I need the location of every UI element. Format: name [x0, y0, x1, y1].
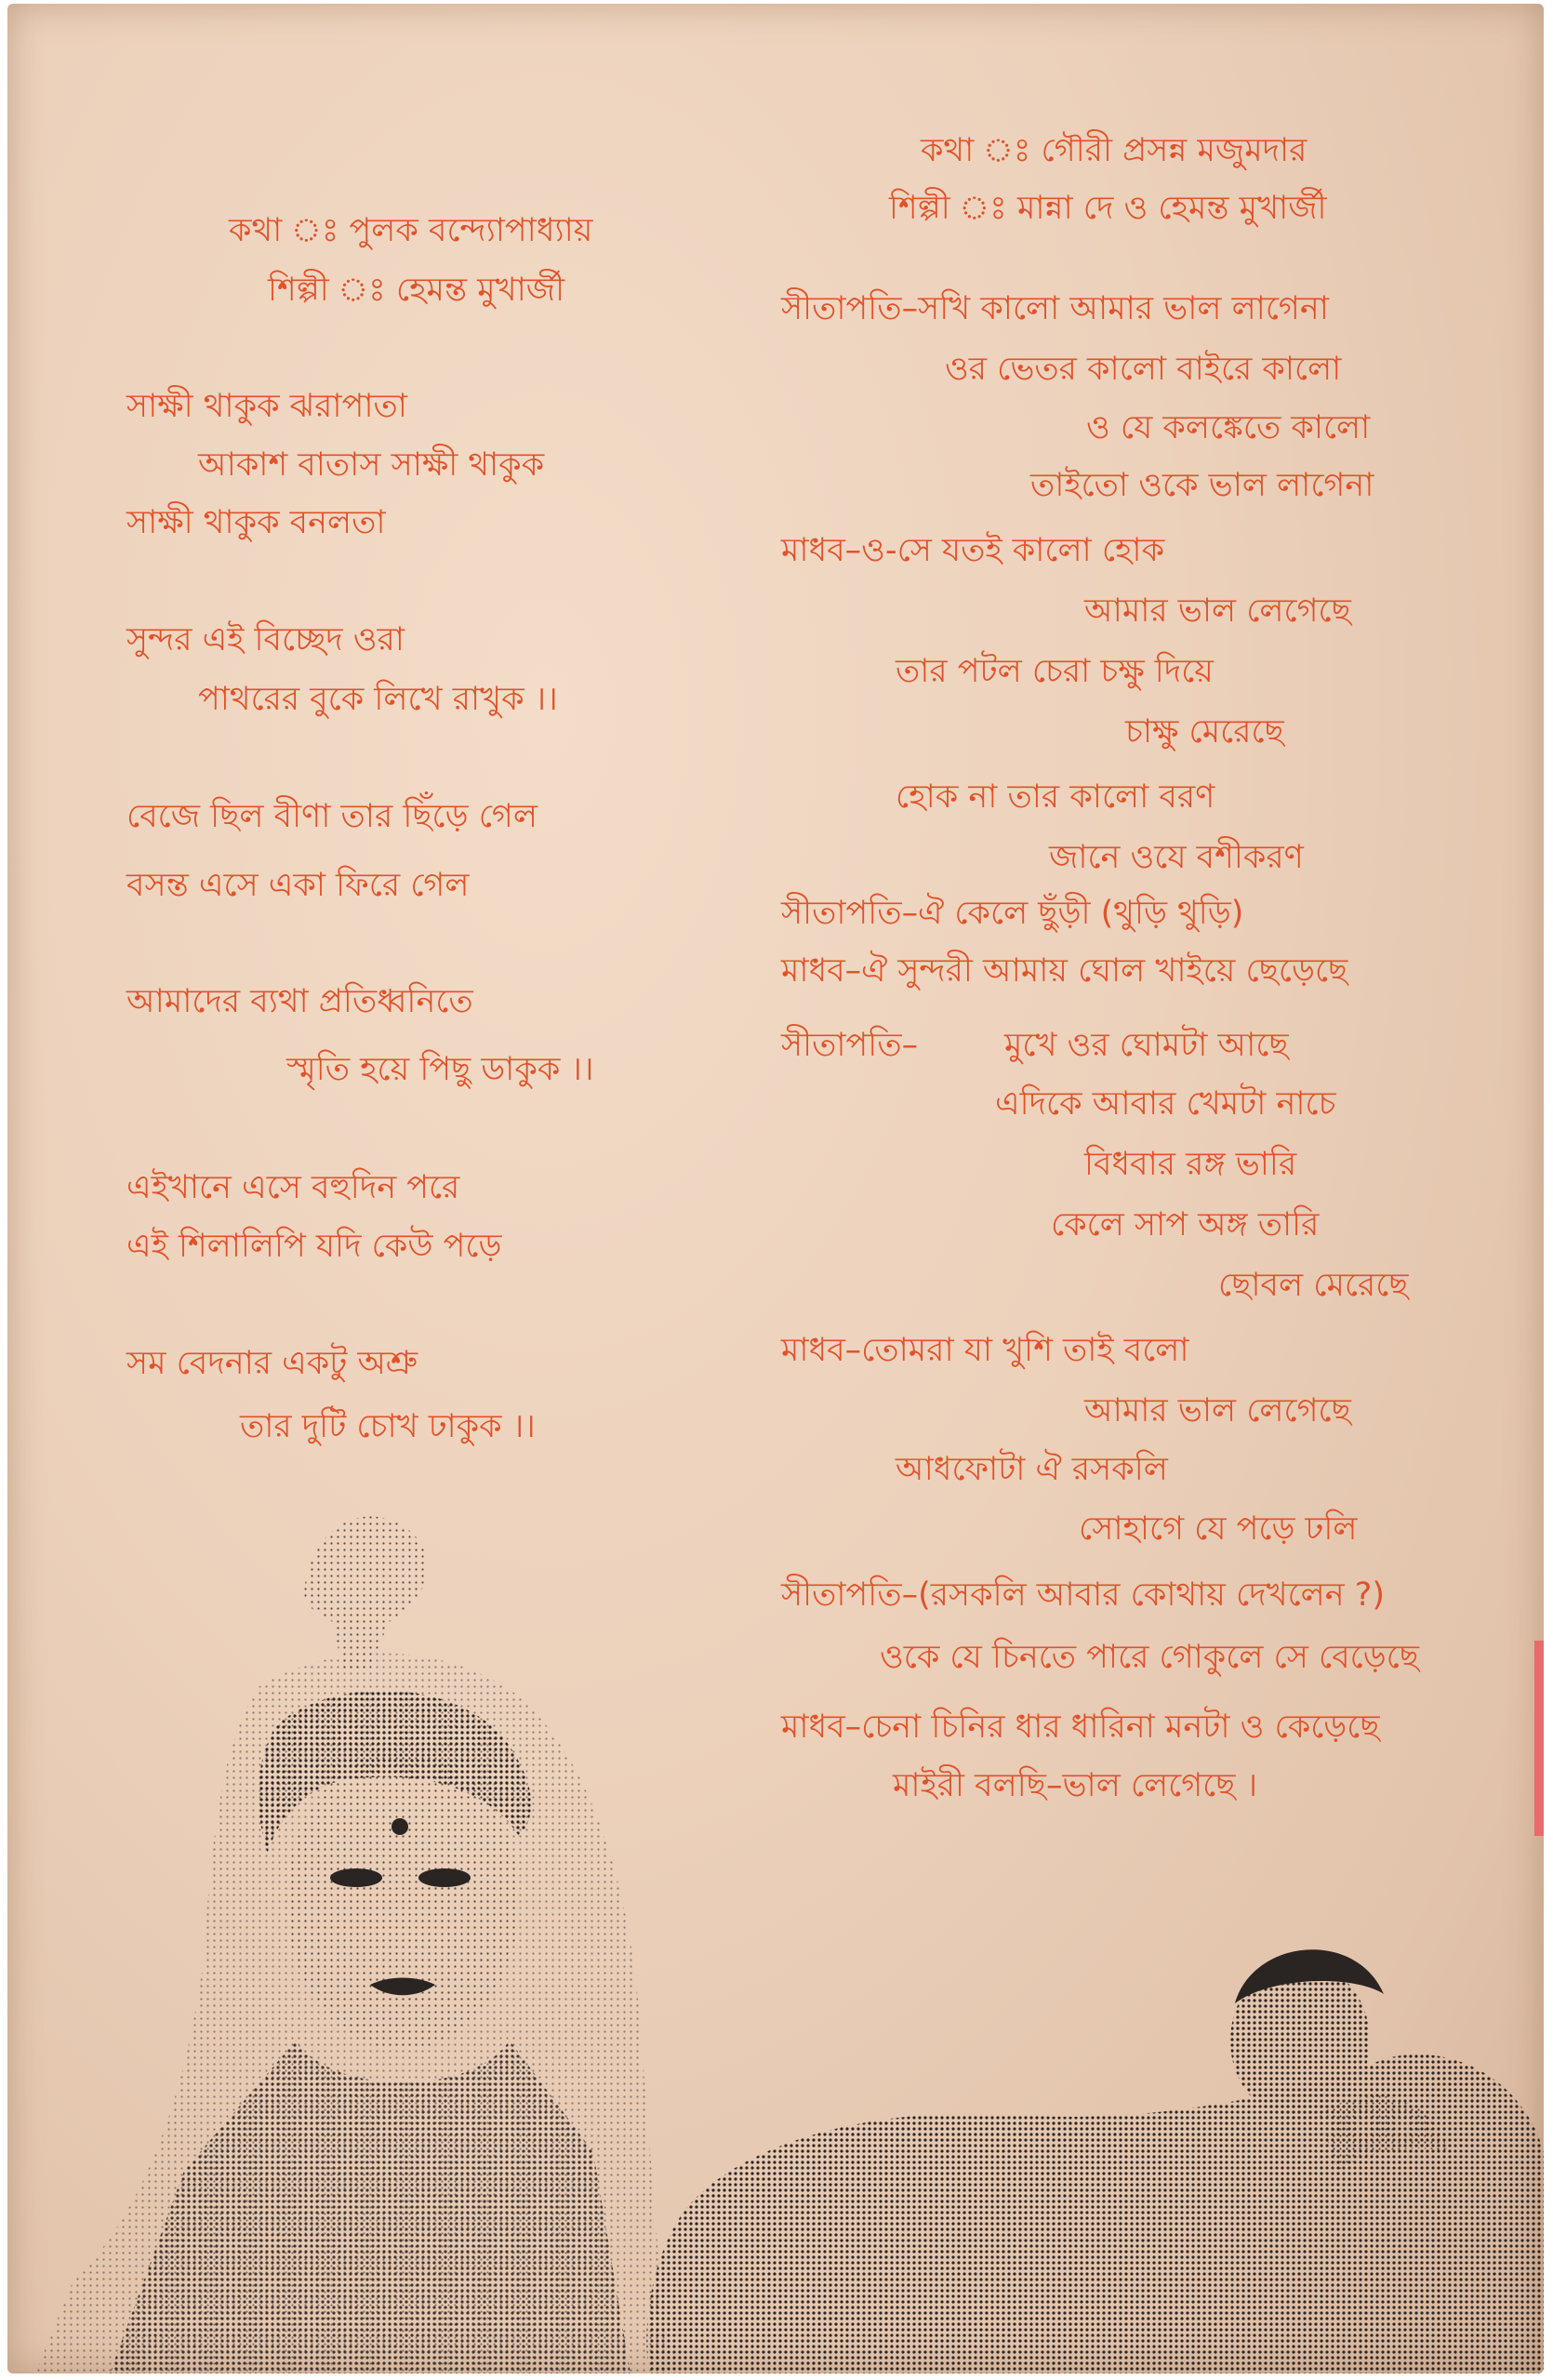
right-singer-credit: শিল্পী ঃ মান্না দে ও হেমন্ত মুখার্জী: [889, 190, 1327, 227]
film-still-photo: [35, 1501, 1544, 2373]
lyric-line: কেলে সাপ অঙ্গ তারি: [1051, 1206, 1320, 1243]
lyric-line: মাধব–তোমরা যা খুশি তাই বলো: [781, 1332, 1189, 1369]
song-sheet-page: [7, 4, 1544, 2373]
lyric-line: সীতাপতি–ঐ কেলে ছুঁড়ী (থুড়ি থুড়ি): [781, 895, 1244, 932]
left-lyricist-credit: কথা ঃ পুলক বন্দ্যোপাধ্যায়: [229, 212, 593, 249]
lyric-line: মুখে ওর ঘোমটা আছে: [1004, 1027, 1289, 1064]
lyric-line: সাক্ষী থাকুক ঝরাপাতা: [126, 388, 407, 425]
lyric-line: পাথরের বুকে লিখে রাখুক ।।: [198, 681, 558, 718]
lyric-line: সাক্ষী থাকুক বনলতা: [126, 504, 386, 541]
lyric-line: আমাদের ব্যথা প্রতিধ্বনিতে: [126, 983, 473, 1020]
lyric-line: সীতাপতি–(রসকলি আবার কোথায় দেখলেন ?): [781, 1576, 1385, 1614]
lyric-line: স্মৃতি হয়ে পিছু ডাকুক ।।: [286, 1051, 594, 1088]
lyric-line: সোহাগে যে পড়ে ঢলি: [1079, 1510, 1358, 1548]
left-singer-credit: শিল্পী ঃ হেমন্ত মুখার্জী: [268, 272, 565, 309]
lyric-line: বেজে ছিল বীণা তার ছিঁড়ে গেল: [126, 798, 538, 835]
lyric-line: তার দুটি চোখ ঢাকুক ।।: [240, 1408, 536, 1445]
lyric-line: এইখানে এসে বহুদিন পরে: [126, 1169, 460, 1206]
lyric-line: সীতাপতি–সখি কালো আমার ভাল লাগেনা: [781, 290, 1329, 327]
lyric-line: সম বেদনার একটু অশ্রু: [126, 1345, 418, 1382]
left-song: [7, 4, 770, 1492]
lyric-line: ছোবল মেরেছে: [1218, 1267, 1409, 1304]
lyric-line: ওর ভেতর কালো বাইরে কালো: [945, 351, 1342, 388]
lyric-line: মাইরী বলছি–ভাল লেগেছে ।: [893, 1767, 1258, 1804]
lyric-line: আমার ভাল লেগেছে: [1084, 1392, 1351, 1429]
lyric-line: বিধবার রঙ্গ ভারি: [1084, 1146, 1297, 1183]
lyric-line: মাধব–চেনা চিনির ধার ধারিনা মনটা ও কেড়েছে: [781, 1709, 1380, 1746]
lyric-line: হোক না তার কালো বরণ: [896, 778, 1215, 816]
lyric-line: সীতাপতি–: [781, 1027, 919, 1064]
right-lyricist-credit: কথা ঃ গৌরী প্রসন্ন মজুমদার: [921, 132, 1307, 169]
lyric-line: বসন্ত এসে একা ফিরে গেল: [126, 867, 470, 904]
lyric-line: মাধব–ও-সে যতই কালো হোক: [781, 532, 1165, 569]
lyric-line: আকাশ বাতাস সাক্ষী থাকুক: [198, 446, 545, 484]
lyric-line: আমার ভাল লেগেছে: [1084, 592, 1351, 630]
lyric-line: সুন্দর এই বিচ্ছেদ ওরা: [126, 621, 405, 658]
lyric-line: এই শিলালিপি যদি কেউ পড়ে: [126, 1228, 502, 1265]
lyric-line: এদিকে আবার খেমটা নাচে: [995, 1085, 1336, 1123]
lyric-line: ওকে যে চিনতে পারে গোকুলে সে বেড়েছে: [880, 1639, 1420, 1676]
page-edge-mark: [1534, 1641, 1544, 1836]
lyric-line: মাধব–ঐ সুন্দরী আমায় ঘোল খাইয়ে ছেড়েছে: [781, 952, 1348, 990]
photo-illustration: [35, 1501, 1544, 2373]
lyric-line: তাইতো ওকে ভাল লাগেনা: [1030, 467, 1374, 504]
lyric-line: চাক্ষু মেরেছে: [1125, 713, 1284, 751]
lyric-line: ও যে কলঙ্কেতে কালো: [1086, 409, 1371, 446]
lyric-line: জানে ওযে বশীকরণ: [1049, 839, 1304, 876]
lyric-line: তার পটল চেরা চক্ষু দিয়ে: [896, 653, 1214, 690]
lyric-line: আধফোটা ঐ রসকলি: [896, 1451, 1168, 1488]
